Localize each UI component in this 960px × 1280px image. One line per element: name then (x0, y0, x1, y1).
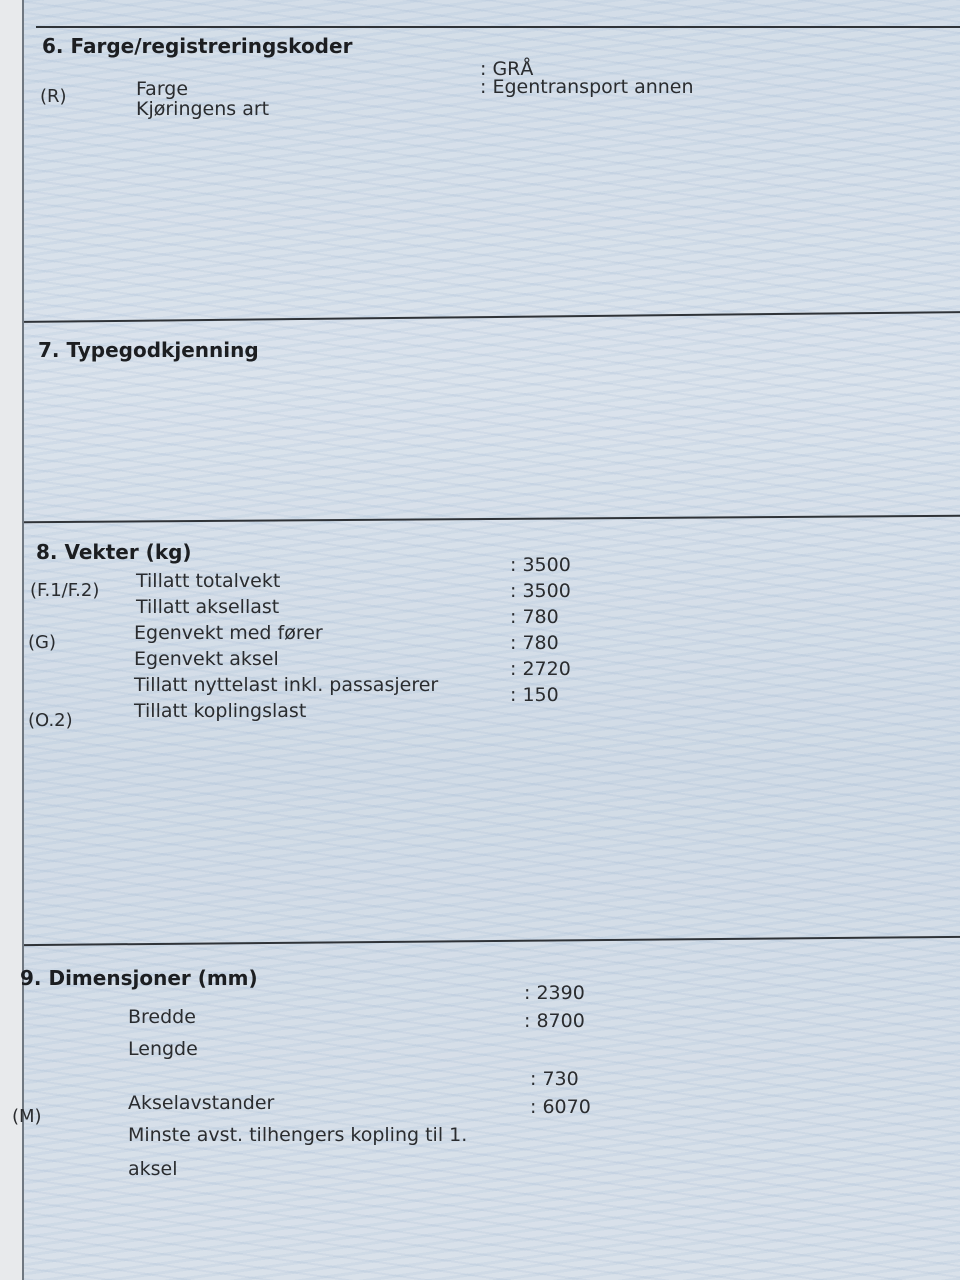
label-tillatt-koplingslast: Tillatt koplingslast (134, 700, 307, 722)
code-m: (M) (12, 1106, 42, 1127)
label-bredde: Bredde (128, 1006, 196, 1028)
label-egenvekt-aksel: Egenvekt aksel (134, 648, 279, 670)
value-tillatt-nyttelast: : 2720 (510, 658, 571, 680)
section-divider (24, 311, 960, 323)
label-minste-avst: Minste avst. tilhengers kopling til 1. (128, 1124, 468, 1146)
document-page (12, 0, 960, 1280)
label-lengde: Lengde (128, 1038, 198, 1060)
section-divider (24, 936, 960, 946)
label-kjoringens-art: Kjøringens art (136, 98, 270, 120)
label-aksel: aksel (128, 1158, 178, 1180)
section-9-title: 9. Dimensjoner (mm) (20, 966, 258, 990)
code-f1-f2: (F.1/F.2) (30, 580, 100, 601)
label-tillatt-totalvekt: Tillatt totalvekt (136, 570, 281, 592)
value-kjoringens-art: : Egentransport annen (480, 76, 694, 98)
label-farge: Farge (136, 78, 189, 100)
value-tillatt-koplingslast: : 150 (510, 684, 559, 706)
section-7-title: 7. Typegodkjenning (38, 338, 259, 362)
value-tillatt-totalvekt: : 3500 (510, 554, 571, 576)
value-lengde: : 8700 (524, 1010, 585, 1032)
label-tillatt-aksellast: Tillatt aksellast (136, 596, 280, 618)
value-farge: : GRÅ (480, 58, 534, 80)
value-akselavstander: : 730 (530, 1068, 579, 1090)
code-o2: (O.2) (28, 710, 73, 731)
label-akselavstander: Akselavstander (128, 1092, 275, 1114)
section-divider (24, 515, 960, 524)
value-tillatt-aksellast: : 3500 (510, 580, 571, 602)
value-egenvekt-aksel: : 780 (510, 632, 559, 654)
value-bredde: : 2390 (524, 982, 585, 1004)
value-minste-avst: : 6070 (530, 1096, 591, 1118)
section-6-title: 6. Farge/registreringskoder (42, 34, 353, 58)
code-r: (R) (40, 86, 67, 107)
section-8-title: 8. Vekter (kg) (36, 540, 192, 564)
label-egenvekt-med-forer: Egenvekt med fører (134, 622, 323, 644)
code-g: (G) (28, 632, 56, 653)
value-egenvekt-med-forer: : 780 (510, 606, 559, 628)
label-tillatt-nyttelast: Tillatt nyttelast inkl. passasjerer (134, 674, 439, 696)
section-divider (36, 26, 960, 28)
